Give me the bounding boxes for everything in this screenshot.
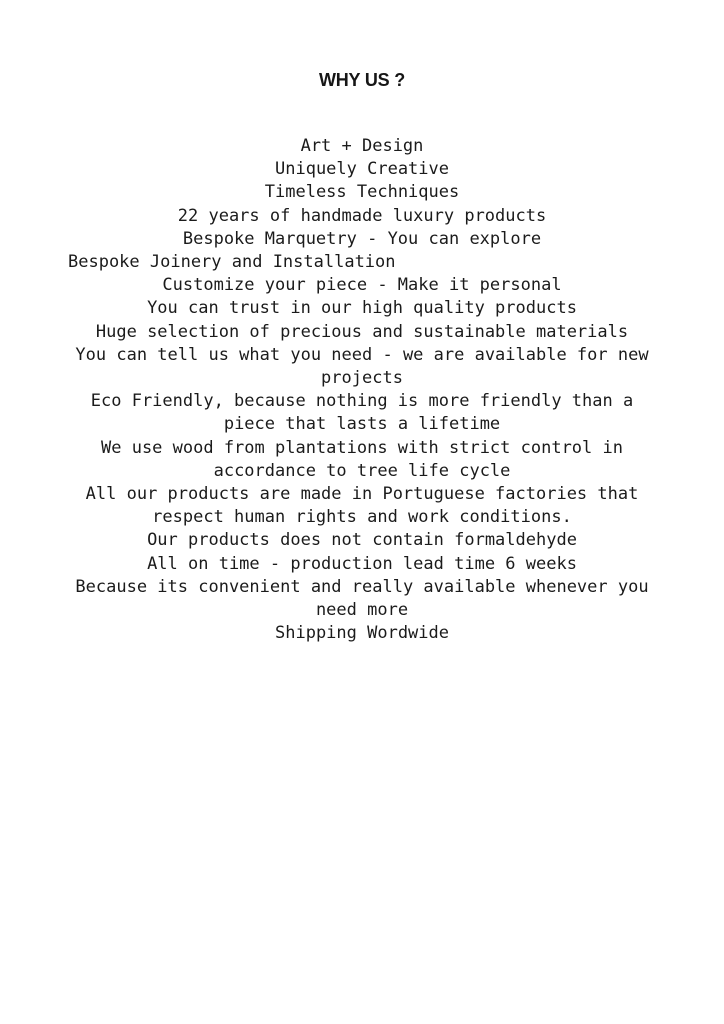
- why-us-line: All on time - production lead time 6 weeks: [147, 553, 577, 574]
- why-us-line: You can trust in our high quality products: [147, 298, 577, 319]
- why-us-line: respect human rights and work conditions.: [152, 507, 572, 528]
- why-us-line: We use wood from plantations with strict control in: [101, 437, 623, 458]
- why-us-line: Bespoke Marquetry - You can explore: [182, 228, 542, 249]
- why-us-line: All our products are made in Portuguese factories that: [85, 484, 639, 505]
- why-us-line: Timeless Techniques: [264, 182, 460, 203]
- why-us-line: piece that lasts a lifetime: [223, 414, 501, 435]
- why-us-line: Uniquely Creative: [275, 159, 449, 180]
- why-us-line: You can tell us what you need - we are available for new: [75, 344, 649, 365]
- why-us-line: 22 years of handmade luxury products: [177, 205, 547, 226]
- why-us-line: Shipping Wordwide: [275, 623, 449, 644]
- why-us-line: accordance to tree life cycle: [213, 460, 511, 481]
- why-us-line: need more: [315, 600, 409, 621]
- why-us-line: Art + Design: [300, 136, 424, 156]
- why-us-line: projects: [321, 368, 403, 389]
- why-us-line: Customize your piece - Make it personal: [162, 275, 562, 296]
- why-us-line: Eco Friendly, because nothing is more friendly than a: [90, 391, 634, 412]
- why-us-line: Because its convenient and really available whenever you: [75, 576, 649, 597]
- why-us-line: Our products does not contain formaldehyde: [147, 530, 577, 551]
- why-us-line: Bespoke Joinery and Installation: [68, 252, 396, 273]
- why-us-line: Huge selection of precious and sustainable materials: [95, 321, 629, 342]
- page-title: WHY US ?: [318, 70, 406, 90]
- why-us-list: [0, 135, 724, 645]
